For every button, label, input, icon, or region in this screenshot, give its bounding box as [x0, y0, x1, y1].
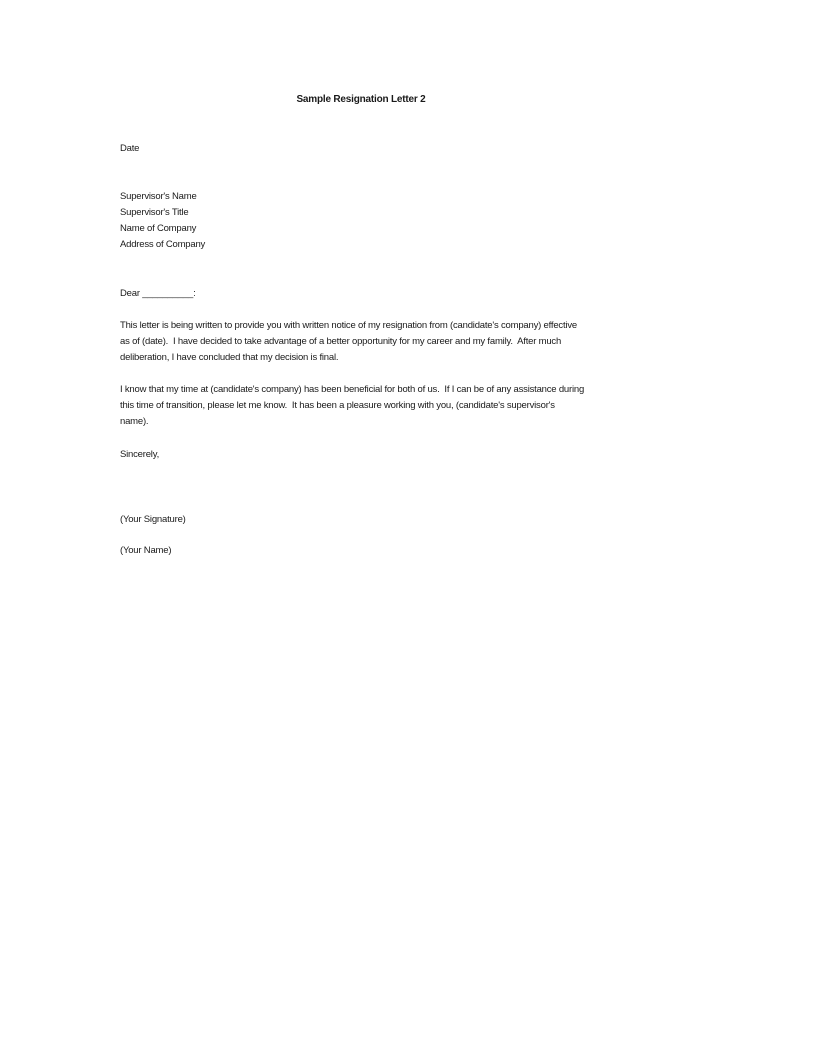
- body-paragraph-1: [120, 318, 602, 366]
- closing-line: Sincerely,: [120, 449, 160, 460]
- paragraph-line: as of (date). I have decided to take advantage of a better opportunity for my career and my family. After much: [120, 336, 562, 347]
- letter-title-block: [120, 92, 602, 108]
- date-block: [120, 141, 602, 157]
- paragraph-line: This letter is being written to provide you with written notice of my resignation from (candidate's company) effective: [120, 320, 577, 331]
- signature-placeholder: (Your Signature): [120, 514, 186, 525]
- company-name-line: Name of Company: [120, 223, 197, 234]
- paragraph-line: deliberation, I have concluded that my decision is final.: [120, 352, 339, 363]
- company-address-line: Address of Company: [120, 239, 206, 250]
- signature-placeholder-block: [120, 512, 602, 528]
- date-placeholder: Date: [120, 143, 140, 154]
- recipient-block: [120, 189, 602, 253]
- salutation-block: [120, 286, 602, 302]
- letter-title: Sample Resignation Letter 2: [296, 94, 426, 105]
- paragraph-line: I know that my time at (candidate's company) has been beneficial for both of us. If I can be of any assistance during: [120, 384, 585, 395]
- name-placeholder: (Your Name): [120, 545, 172, 556]
- paragraph-line: name).: [120, 416, 149, 427]
- recipient-name-line: Supervisor's Name: [120, 191, 197, 202]
- salutation-line: Dear __________:: [120, 288, 196, 299]
- closing-block: [120, 447, 602, 463]
- recipient-title-line: Supervisor's Title: [120, 207, 189, 218]
- body-paragraph-2: [120, 382, 602, 430]
- paragraph-line: this time of transition, please let me know. It has been a pleasure working with you, (candidate's supervisor's: [120, 400, 555, 411]
- name-placeholder-block: [120, 543, 602, 559]
